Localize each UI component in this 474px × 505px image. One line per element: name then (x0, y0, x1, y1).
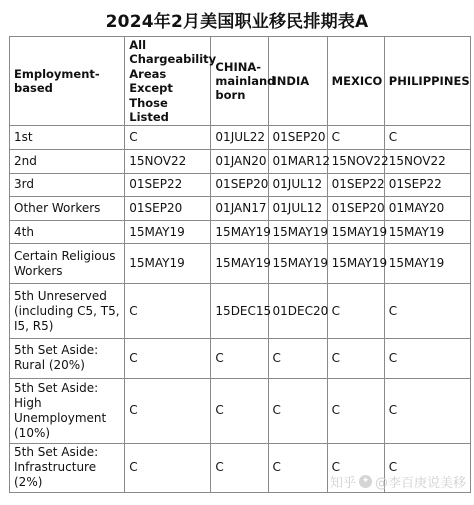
date-cell: C (384, 443, 470, 492)
category-cell: 5th Unreserved (including C5, T5, I5, R5) (10, 284, 125, 338)
category-cell: 2nd (10, 149, 125, 173)
date-cell: C (211, 338, 268, 378)
date-cell: C (384, 126, 470, 150)
date-cell: 01JUL12 (268, 197, 327, 221)
column-header: All Chargeability Areas Except Those Listed (125, 37, 211, 126)
date-cell: C (211, 378, 268, 443)
column-header: PHILIPPINES (384, 37, 470, 126)
author-avatar-icon: ✦ (359, 475, 372, 488)
date-cell: 15MAY19 (268, 244, 327, 284)
table-row (10, 284, 471, 338)
category-cell: Other Workers (10, 197, 125, 221)
date-cell: 01SEP20 (211, 173, 268, 197)
date-cell: 01JAN20 (211, 149, 268, 173)
table-row (10, 197, 471, 221)
date-cell: 15NOV22 (327, 149, 384, 173)
date-cell: 15MAY19 (327, 220, 384, 244)
date-cell: 15MAY19 (268, 220, 327, 244)
date-cell: 01SEP20 (268, 126, 327, 150)
date-cell: 01SEP22 (327, 173, 384, 197)
category-cell: 5th Set Aside: Rural (20%) (10, 338, 125, 378)
date-cell: 01JUL12 (268, 173, 327, 197)
date-cell: C (125, 378, 211, 443)
date-cell: 01MAY20 (384, 197, 470, 221)
date-cell: 15MAY19 (125, 220, 211, 244)
date-cell: C (327, 338, 384, 378)
column-header: Employment-based (10, 37, 125, 126)
date-cell: C (327, 126, 384, 150)
table-row (10, 244, 471, 284)
date-cell: 01DEC20 (268, 284, 327, 338)
table-row (10, 378, 471, 443)
date-cell: 01SEP20 (327, 197, 384, 221)
table-row (10, 126, 471, 150)
watermark-author: @李百庚说美移 (374, 476, 466, 491)
column-header: CHINA-mainland born (211, 37, 268, 126)
table-row (10, 149, 471, 173)
date-cell: 01SEP22 (384, 173, 470, 197)
date-cell: 15MAY19 (384, 220, 470, 244)
visa-bulletin-table (9, 36, 471, 493)
date-cell: C (384, 284, 470, 338)
date-cell: C (125, 443, 211, 492)
date-cell: C (384, 378, 470, 443)
date-cell: C (125, 338, 211, 378)
page-title: 2024年2月美国职业移民排期表A (105, 12, 369, 32)
column-header: INDIA (268, 37, 327, 126)
date-cell: C (268, 443, 327, 492)
date-cell: 15NOV22 (125, 149, 211, 173)
date-cell: 15MAY19 (211, 220, 268, 244)
date-cell: 15MAY19 (211, 244, 268, 284)
category-cell: Certain Religious Workers (10, 244, 125, 284)
date-cell: C (211, 443, 268, 492)
date-cell: 15MAY19 (125, 244, 211, 284)
date-cell: 01SEP22 (125, 173, 211, 197)
date-cell: C (327, 284, 384, 338)
watermark (330, 472, 466, 491)
date-cell: 01JAN17 (211, 197, 268, 221)
table-row (10, 220, 471, 244)
date-cell: C (327, 443, 384, 492)
category-cell: 1st (10, 126, 125, 150)
date-cell: 01JUL22 (211, 126, 268, 150)
category-cell: 5th Set Aside: Infrastructure (2%) (10, 443, 125, 492)
category-cell: 4th (10, 220, 125, 244)
date-cell: C (125, 284, 211, 338)
date-cell: C (268, 378, 327, 443)
table-header-row (10, 37, 471, 126)
date-cell: 15MAY19 (327, 244, 384, 284)
date-cell: C (327, 378, 384, 443)
table-body (10, 126, 471, 493)
watermark-prefix: 知乎 (329, 476, 356, 491)
date-cell: 15MAY19 (384, 244, 470, 284)
date-cell: 15DEC15 (211, 284, 268, 338)
date-cell: C (268, 338, 327, 378)
category-cell: 3rd (10, 173, 125, 197)
date-cell: C (384, 338, 470, 378)
date-cell: C (125, 126, 211, 150)
table-row (10, 173, 471, 197)
table-row (10, 338, 471, 378)
column-header: MEXICO (327, 37, 384, 126)
date-cell: 15NOV22 (384, 149, 470, 173)
category-cell: 5th Set Aside: High Unemployment (10%) (10, 378, 125, 443)
date-cell: 01SEP20 (125, 197, 211, 221)
date-cell: 01MAR12 (268, 149, 327, 173)
